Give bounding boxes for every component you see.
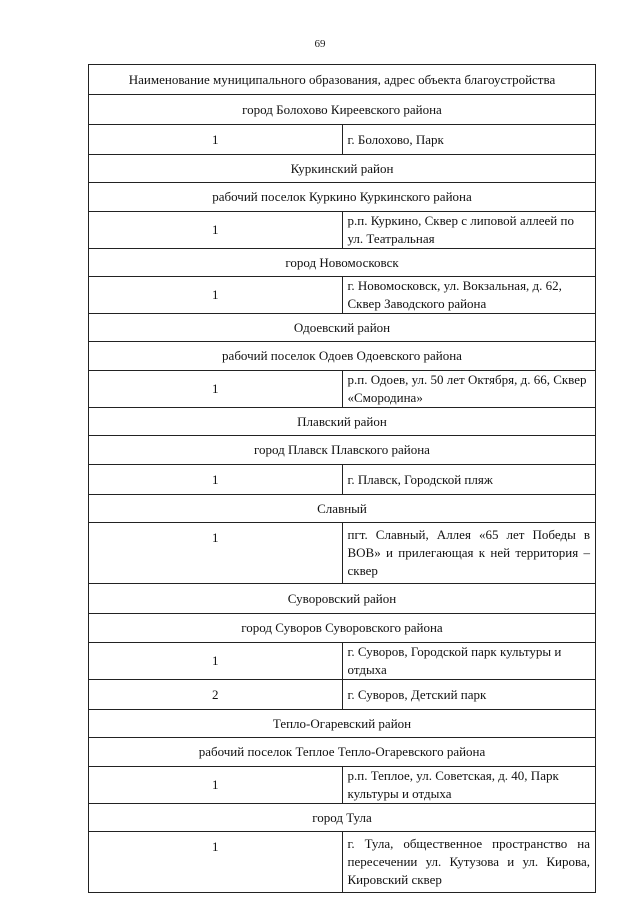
table-row <box>89 832 596 893</box>
object-address: г. Новомосковск, ул. Вокзальная, д. 62, Сквер Заводского района <box>342 277 596 314</box>
table-row <box>89 523 596 584</box>
group-title: рабочий поселок Куркино Куркинского района <box>89 183 596 212</box>
row-number: 1 <box>89 465 343 495</box>
object-address: г. Тула, общественное пространство на пересечении ул. Кутузова и ул. Кирова, Кировский сквер <box>342 832 596 893</box>
group-row <box>89 155 596 183</box>
group-title: город Суворов Суворовского района <box>89 614 596 643</box>
object-address: р.п. Куркино, Сквер с липовой аллеей по ул. Театральная <box>342 212 596 249</box>
group-title: город Тула <box>89 804 596 832</box>
group-row <box>89 614 596 643</box>
group-row <box>89 738 596 767</box>
group-row <box>89 95 596 125</box>
row-number: 1 <box>89 832 343 893</box>
row-number: 1 <box>89 643 343 680</box>
table-header-cell: Наименование муниципального образования, адрес объекта благоустройства <box>89 65 596 95</box>
row-number: 2 <box>89 680 343 710</box>
object-address: р.п. Одоев, ул. 50 лет Октября, д. 66, Сквер «Смородина» <box>342 371 596 408</box>
row-number: 1 <box>89 277 343 314</box>
group-row <box>89 584 596 614</box>
group-title: Суворовский район <box>89 584 596 614</box>
group-title: Тепло-Огаревский район <box>89 710 596 738</box>
table-row <box>89 767 596 804</box>
group-title: Славный <box>89 495 596 523</box>
row-number: 1 <box>89 767 343 804</box>
table-header-row <box>89 65 596 95</box>
object-address: пгт. Славный, Аллея «65 лет Победы в ВОВ» и прилегающая к ней территория – сквер <box>342 523 596 584</box>
table-row <box>89 371 596 408</box>
group-title: Одоевский район <box>89 314 596 342</box>
group-title: Плавский район <box>89 408 596 436</box>
objects-table <box>88 64 596 893</box>
group-row <box>89 436 596 465</box>
group-title: город Болохово Киреевского района <box>89 95 596 125</box>
table-row <box>89 212 596 249</box>
row-number: 1 <box>89 125 343 155</box>
row-number: 1 <box>89 523 343 584</box>
group-title: Куркинский район <box>89 155 596 183</box>
table-row <box>89 643 596 680</box>
row-number: 1 <box>89 371 343 408</box>
object-address: г. Суворов, Городской парк культуры и отдыха <box>342 643 596 680</box>
group-title: рабочий поселок Теплое Тепло-Огаревского района <box>89 738 596 767</box>
object-address: г. Болохово, Парк <box>342 125 596 155</box>
row-number: 1 <box>89 212 343 249</box>
table-row <box>89 277 596 314</box>
group-row <box>89 710 596 738</box>
group-row <box>89 249 596 277</box>
group-title: город Плавск Плавского района <box>89 436 596 465</box>
group-row <box>89 342 596 371</box>
table-row <box>89 465 596 495</box>
group-row <box>89 314 596 342</box>
object-address: г. Плавск, Городской пляж <box>342 465 596 495</box>
group-row <box>89 495 596 523</box>
group-row <box>89 408 596 436</box>
group-row <box>89 183 596 212</box>
table-row <box>89 125 596 155</box>
object-address: р.п. Теплое, ул. Советская, д. 40, Парк культуры и отдыха <box>342 767 596 804</box>
object-address: г. Суворов, Детский парк <box>342 680 596 710</box>
group-title: город Новомосковск <box>89 249 596 277</box>
page-number: 69 <box>314 38 326 50</box>
group-title: рабочий поселок Одоев Одоевского района <box>89 342 596 371</box>
table-row <box>89 680 596 710</box>
group-row <box>89 804 596 832</box>
